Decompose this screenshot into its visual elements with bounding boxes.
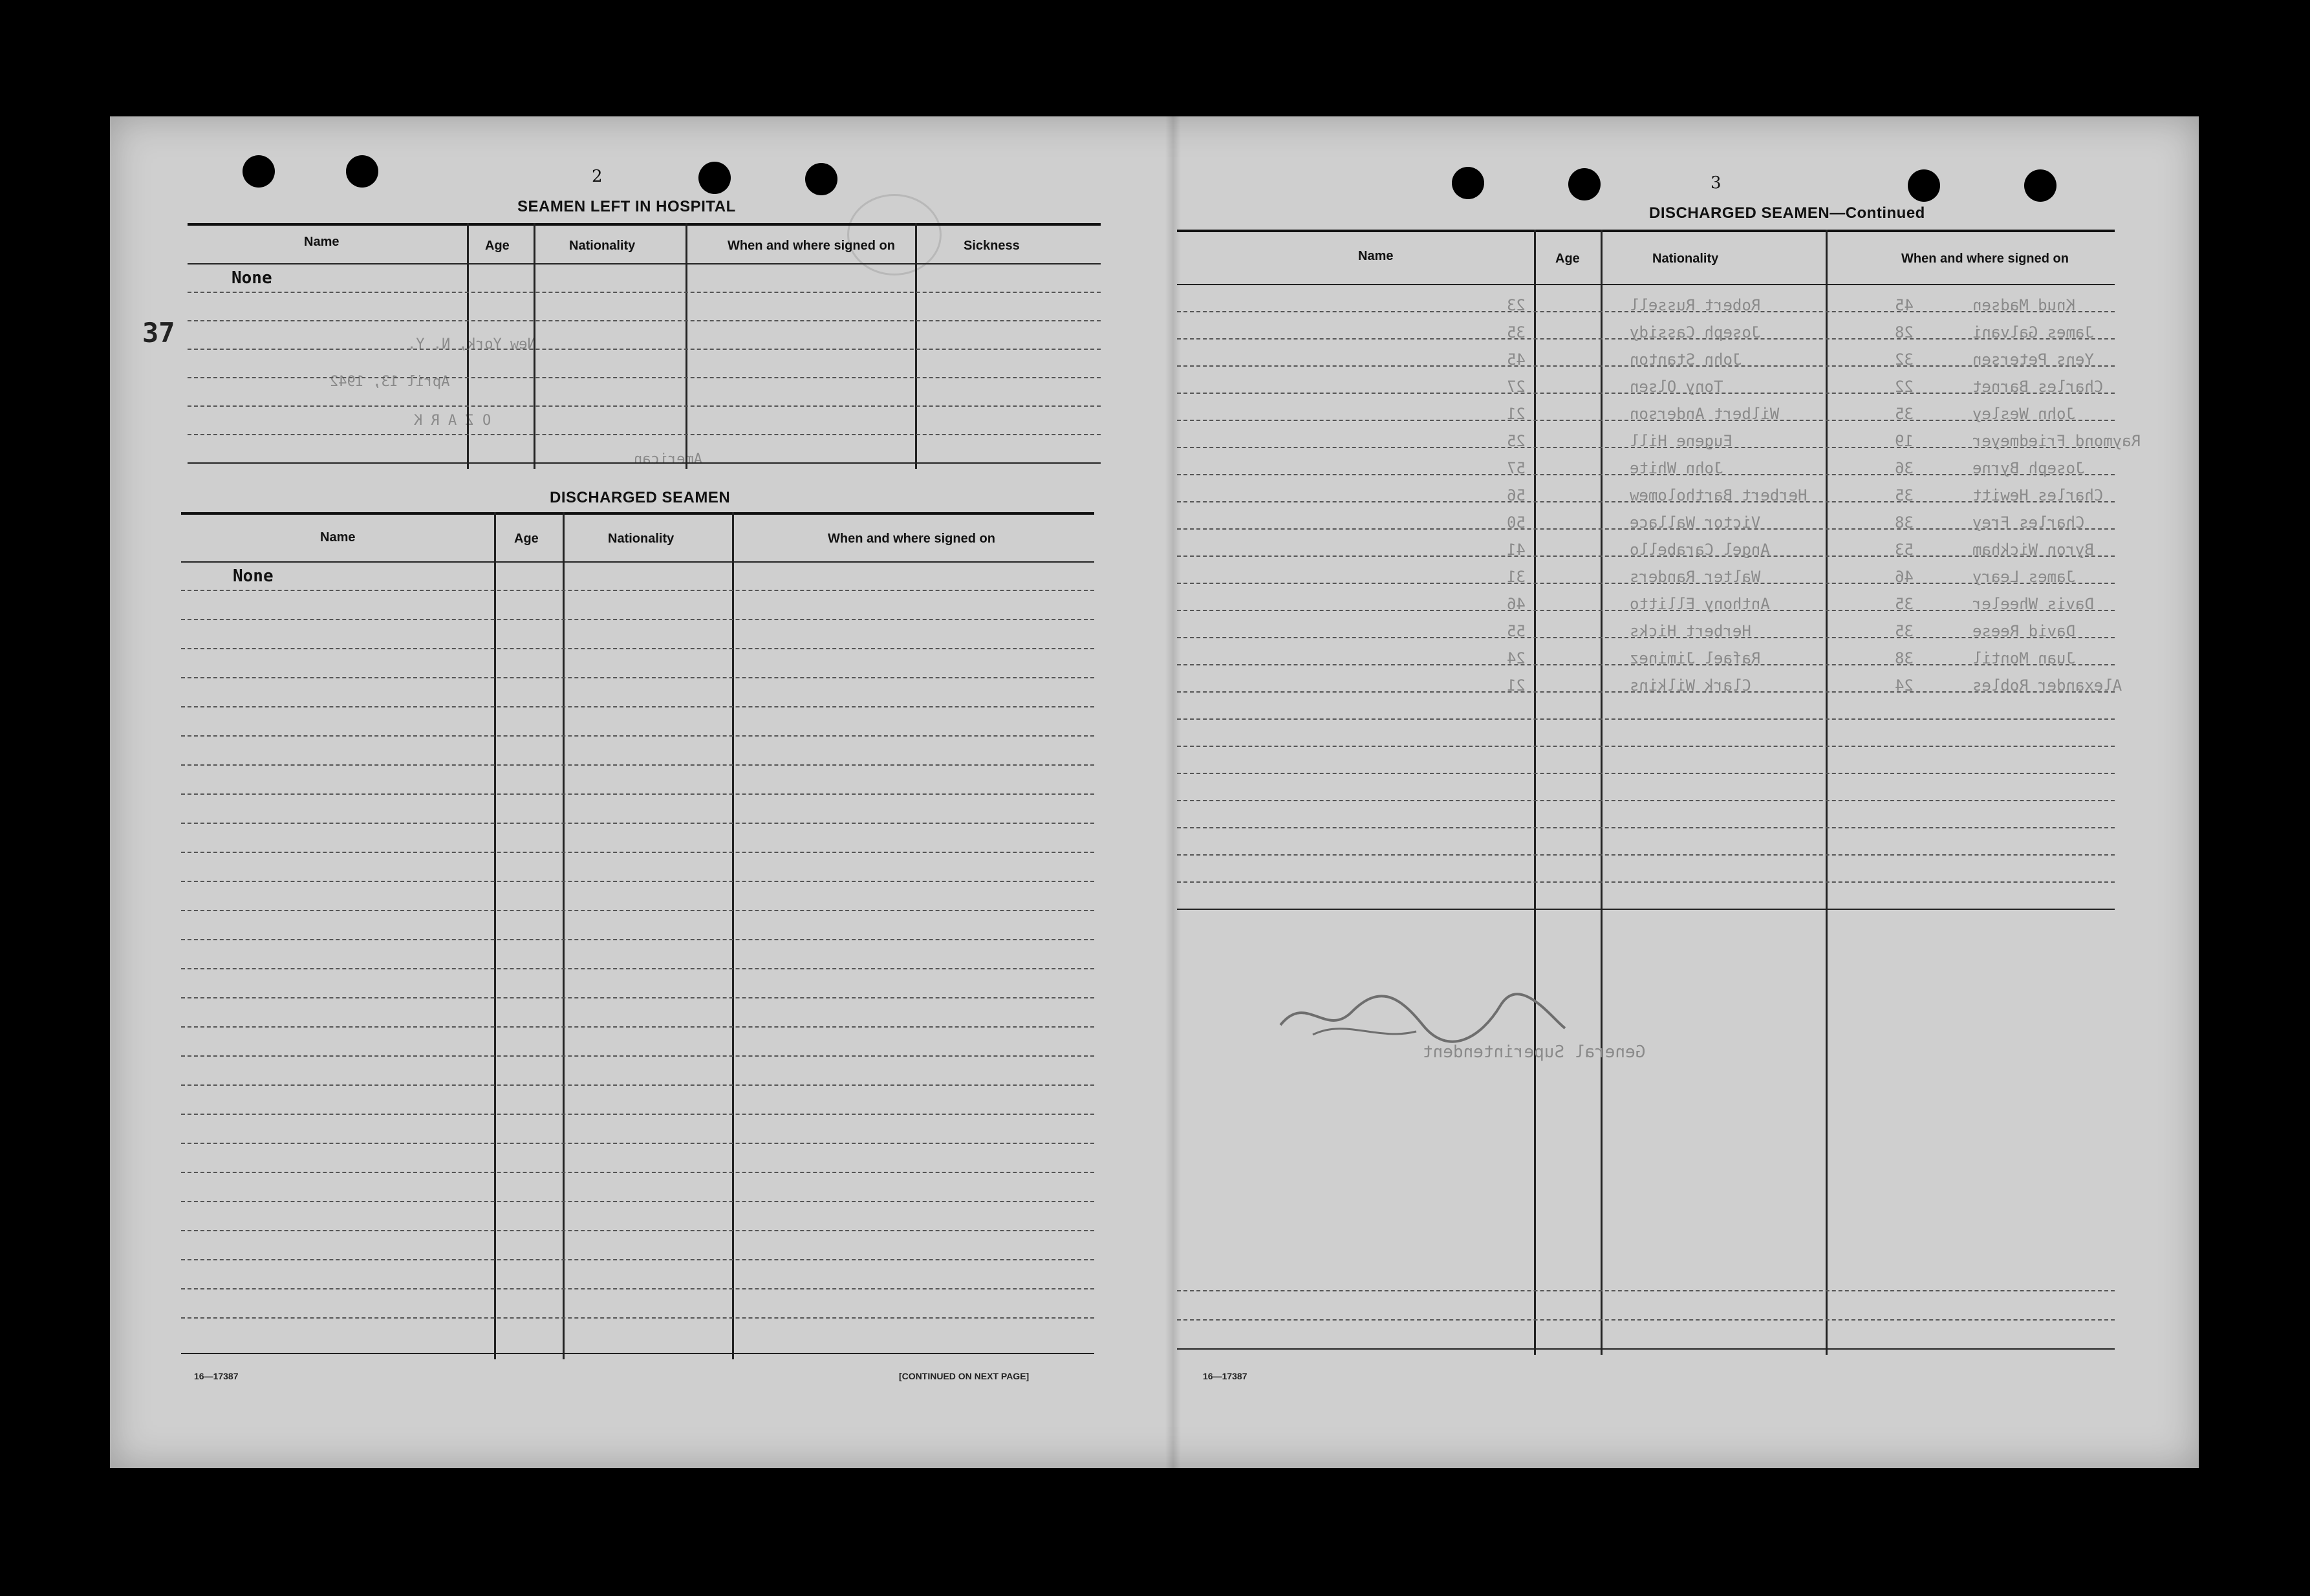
- mirrored-roster-cell: 24: [1507, 649, 1526, 667]
- continued-note: [CONTINUED ON NEXT PAGE]: [899, 1371, 1030, 1381]
- col-name: Name: [320, 530, 356, 545]
- mirrored-roster-cell: 45: [1895, 296, 1914, 314]
- margin-number: 37: [142, 317, 175, 349]
- col-age: Age: [1555, 252, 1580, 266]
- mirrored-roster-cell: 35: [1895, 405, 1914, 423]
- mirrored-roster-cell: 57: [1507, 459, 1526, 477]
- col-name: Name: [1358, 249, 1394, 263]
- mirrored-roster-cell: 21: [1507, 676, 1526, 695]
- col-nationality: Nationality: [569, 239, 636, 253]
- mirrored-roster-cell: Charles Barnet: [1972, 378, 2104, 396]
- mirrored-roster-cell: 35: [1895, 595, 1914, 613]
- mirrored-roster-cell: Knud Madsen: [1972, 296, 2075, 314]
- mirrored-roster-cell: Tony Olsen: [1630, 378, 1723, 396]
- mirrored-roster-cell: Joseph Cassidy: [1630, 323, 1761, 341]
- discharged-cont-title: DISCHARGED SEAMEN—Continued: [1649, 204, 1925, 222]
- mirrored-roster-cell: Byron Wickham: [1972, 541, 2094, 559]
- mirrored-roster-cell: James Leary: [1972, 568, 2075, 586]
- mirrored-roster-cell: Yens Petersen: [1972, 350, 2094, 369]
- mirrored-roster-cell: 38: [1895, 513, 1914, 532]
- page-number: 2: [592, 167, 603, 186]
- mirrored-text: O Z A R K: [414, 413, 491, 429]
- mirrored-roster-cell: David Reese: [1972, 622, 2075, 640]
- mirrored-roster-cell: 31: [1507, 568, 1526, 586]
- mirrored-text: April 13, 1942: [330, 374, 450, 390]
- col-signed-on: When and where signed on: [828, 532, 995, 546]
- mirrored-roster-cell: 35: [1895, 486, 1914, 504]
- col-name: Name: [304, 235, 340, 249]
- mirrored-roster-cell: 23: [1507, 296, 1526, 314]
- mirrored-roster-cell: Victor Wallace: [1630, 513, 1761, 532]
- page-number: 3: [1711, 173, 1722, 193]
- mirrored-roster-cell: 45: [1507, 350, 1526, 369]
- mirrored-roster-cell: 36: [1895, 459, 1914, 477]
- mirrored-roster-cell: Raymond Friedmeyer: [1972, 432, 2141, 450]
- mirrored-roster-cell: Anthony Ellitto: [1630, 595, 1770, 613]
- mirrored-roster-cell: 28: [1895, 323, 1914, 341]
- mirrored-roster-cell: 35: [1507, 323, 1526, 341]
- mirrored-roster-cell: Angel Carabello: [1630, 541, 1770, 559]
- mirrored-roster-cell: Robert Russell: [1630, 296, 1761, 314]
- mirrored-roster-cell: Charles Frey: [1972, 513, 2085, 532]
- mirrored-roster-cell: Wilbert Anderson: [1630, 405, 1780, 423]
- mirrored-roster-cell: 32: [1895, 350, 1914, 369]
- mirrored-roster-cell: 53: [1895, 541, 1914, 559]
- form-number: 16—17387: [1203, 1371, 1247, 1381]
- col-age: Age: [485, 239, 510, 253]
- mirrored-signature: [1268, 980, 1578, 1051]
- mirrored-roster-cell: John Stanton: [1630, 350, 1742, 369]
- mirrored-roster-cell: 46: [1507, 595, 1526, 613]
- mirrored-roster-cell: 55: [1507, 622, 1526, 640]
- col-nationality: Nationality: [1652, 252, 1719, 266]
- mirrored-roster-cell: Joseph Byrne: [1972, 459, 2085, 477]
- mirrored-roster-cell: 56: [1507, 486, 1526, 504]
- mirrored-roster-cell: 38: [1895, 649, 1914, 667]
- mirrored-roster-cell: Charles Hewitt: [1972, 486, 2104, 504]
- mirrored-roster-cell: 25: [1507, 432, 1526, 450]
- mirrored-roster-cell: Alexander Robles: [1972, 676, 2122, 695]
- discharged-entry: None: [233, 566, 274, 586]
- mirrored-roster-cell: John White: [1630, 459, 1723, 477]
- col-signed-on: When and where signed on: [1901, 252, 2069, 266]
- hospital-table: [188, 223, 1101, 469]
- mirrored-roster-cell: Walter Randers: [1630, 568, 1761, 586]
- discharged-cont-table: [1177, 230, 2115, 1355]
- mirrored-roster-cell: 46: [1895, 568, 1914, 586]
- form-number: 16—17387: [194, 1371, 239, 1381]
- col-age: Age: [514, 532, 539, 546]
- mirrored-roster-cell: Herbert Bartholomew: [1630, 486, 1808, 504]
- hospital-entry: None: [232, 268, 272, 288]
- document-sheet: [110, 116, 2199, 1468]
- mirrored-roster-cell: Juan Montil: [1972, 649, 2075, 667]
- mirrored-roster-cell: Rafael Jiminez: [1630, 649, 1761, 667]
- mirrored-roster-cell: James Galvani: [1972, 323, 2094, 341]
- mirrored-roster-cell: 22: [1895, 378, 1914, 396]
- mirrored-roster-cell: 24: [1895, 676, 1914, 695]
- left-page: [110, 116, 1177, 1468]
- mirrored-roster-cell: Clark Wilkins: [1630, 676, 1751, 695]
- mirrored-roster-cell: John Wesley: [1972, 405, 2075, 423]
- hospital-section-title: SEAMEN LEFT IN HOSPITAL: [517, 198, 736, 215]
- mirrored-signature-title: General Superintendent: [1423, 1042, 1646, 1062]
- mirrored-roster-cell: 19: [1895, 432, 1914, 450]
- mirrored-roster-cell: 27: [1507, 378, 1526, 396]
- discharged-table: [181, 512, 1094, 1359]
- col-signed-on: When and where signed on: [728, 239, 895, 253]
- mirrored-text: American: [634, 451, 702, 468]
- mirrored-roster-cell: 41: [1507, 541, 1526, 559]
- discharged-section-title: DISCHARGED SEAMEN: [550, 489, 731, 506]
- col-nationality: Nationality: [608, 532, 675, 546]
- mirrored-roster-cell: 50: [1507, 513, 1526, 532]
- col-sickness: Sickness: [964, 239, 1020, 253]
- mirrored-roster-cell: Herbert Hicks: [1630, 622, 1751, 640]
- right-page: [1177, 116, 2199, 1468]
- mirrored-roster-cell: 21: [1507, 405, 1526, 423]
- mirrored-roster-cell: Davis Wheeler: [1972, 595, 2094, 613]
- mirrored-roster-cell: Eugene Hill: [1630, 432, 1732, 450]
- mirrored-text: New York, N. Y.: [407, 336, 536, 352]
- mirrored-roster-cell: 35: [1895, 622, 1914, 640]
